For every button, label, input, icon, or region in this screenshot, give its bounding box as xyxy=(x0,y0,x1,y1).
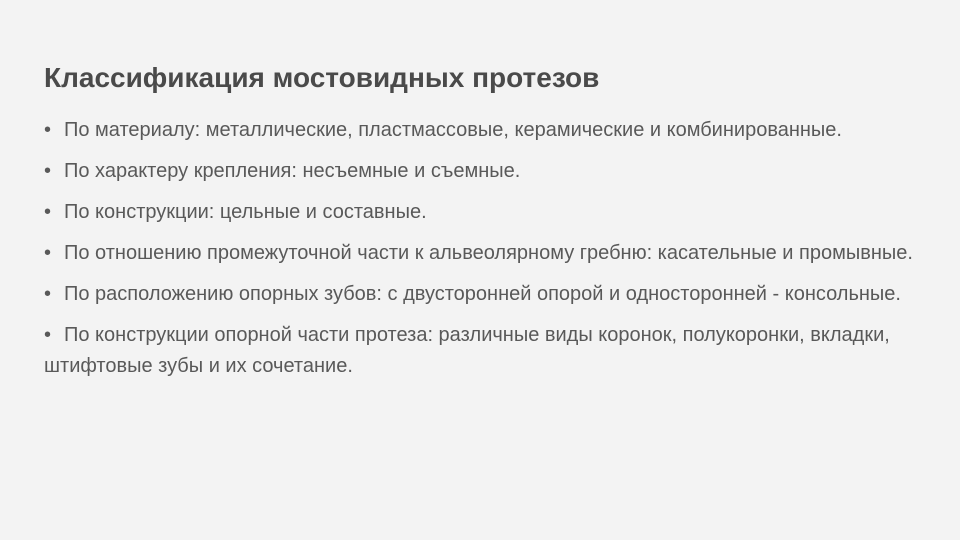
bullet-text: По материалу: металлические, пластмассовые, керамические и комбинированные. xyxy=(64,119,842,141)
bullet-item xyxy=(44,279,920,310)
bullet-item xyxy=(44,238,920,269)
bullet-text: По конструкции опорной части протеза: различные виды коронок, полукоронки, вкладки, штифтовые зубы и их сочетание. xyxy=(44,324,890,377)
bullet-item xyxy=(44,320,920,382)
bullet-item xyxy=(44,115,920,146)
bullet-mark: • xyxy=(44,201,52,223)
bullet-item xyxy=(44,197,920,228)
bullet-text: По характеру крепления: несъемные и съемные. xyxy=(64,160,521,182)
bullet-list xyxy=(44,115,920,382)
bullet-text: По расположению опорных зубов: с двусторонней опорой и односторонней - консольные. xyxy=(64,283,901,305)
bullet-text: По отношению промежуточной части к альвеолярному гребню: касательные и промывные. xyxy=(64,242,913,264)
bullet-mark: • xyxy=(44,119,52,141)
slide-title: Классификация мостовидных протезов xyxy=(44,62,600,93)
bullet-mark: • xyxy=(44,324,52,346)
bullet-item xyxy=(44,156,920,187)
bullet-mark: • xyxy=(44,242,52,264)
bullet-mark: • xyxy=(44,283,52,305)
bullet-mark: • xyxy=(44,160,52,182)
bullet-text: По конструкции: цельные и составные. xyxy=(64,201,427,223)
